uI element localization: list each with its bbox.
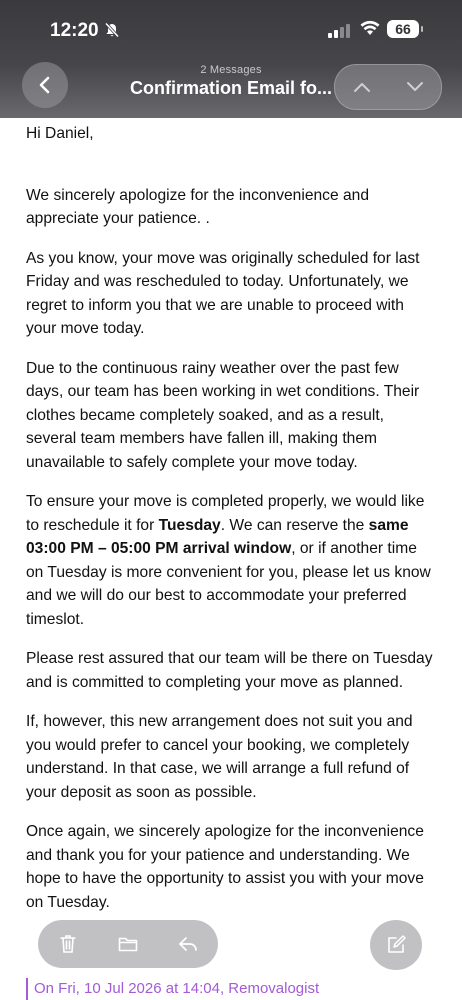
navigation-header bbox=[0, 0, 462, 118]
silent-bell-icon bbox=[104, 22, 120, 42]
cellular-signal-icon bbox=[328, 24, 350, 38]
status-time: 12:20 bbox=[50, 20, 99, 41]
email-paragraph-assurance: Please rest assured that our team will be there on Tuesday and is committed to completing your move as planned. bbox=[26, 650, 433, 691]
quoted-message-header[interactable]: On Fri, 10 Jul 2026 at 14:04, Removalogist bbox=[26, 978, 462, 1000]
chevron-up-icon bbox=[353, 81, 371, 93]
email-greeting: Hi Daniel, bbox=[26, 125, 94, 142]
previous-message-button[interactable] bbox=[347, 72, 377, 102]
wifi-icon bbox=[360, 20, 380, 41]
battery-indicator: 66 bbox=[387, 20, 419, 38]
reschedule-text-2: . We can reserve the bbox=[220, 516, 369, 534]
email-subject-title: Confirmation Email fo... bbox=[129, 78, 332, 98]
message-action-toolbar bbox=[38, 920, 218, 968]
email-body bbox=[26, 118, 438, 930]
message-count: 2 Messages bbox=[200, 64, 262, 76]
compose-icon bbox=[385, 934, 407, 956]
email-paragraph-apology: We sincerely apologize for the inconvenience and appreciate your patience. . bbox=[26, 186, 369, 227]
status-bar bbox=[0, 18, 462, 44]
reschedule-text-3: , or if another time on Tuesday is more convenient for you, please let us know and we will do our best to accommodate your preferred timeslot. bbox=[26, 540, 431, 628]
message-navigation bbox=[334, 64, 442, 110]
reply-button[interactable] bbox=[170, 926, 206, 962]
move-to-folder-button[interactable] bbox=[110, 926, 146, 962]
email-paragraph-reschedule bbox=[26, 490, 438, 631]
reply-icon bbox=[177, 933, 199, 955]
reschedule-text-1: To ensure your move is completed properly, we would like to reschedule it for bbox=[26, 493, 425, 534]
delete-button[interactable] bbox=[50, 926, 86, 962]
chevron-left-icon bbox=[35, 75, 55, 95]
arrival-window: same 03:00 PM – 05:00 PM arrival window bbox=[26, 516, 409, 557]
compose-button[interactable] bbox=[370, 920, 422, 970]
folder-icon bbox=[117, 933, 139, 955]
trash-icon bbox=[57, 933, 79, 955]
next-message-button[interactable] bbox=[400, 72, 430, 102]
email-paragraph-weather: Due to the continuous rainy weather over the past few days, our team has been working in wet conditions. Their clothes became completely soaked, and as a result, several team members have fallen ill, making them unavailable to safely complete your move today. bbox=[26, 359, 420, 471]
reschedule-day: Tuesday bbox=[158, 516, 221, 534]
email-paragraph-schedule: As you know, your move was originally scheduled for last Friday and was rescheduled to today. Unfortunately, we regret to inform you that we are unable to proceed with your move today. bbox=[26, 249, 420, 337]
chevron-down-icon bbox=[406, 81, 424, 93]
email-paragraph-refund: If, however, this new arrangement does not suit you and you would prefer to cancel your booking, we completely understand. In that case, we will arrange a full refund of your deposit as soon as possible. bbox=[26, 713, 413, 801]
email-paragraph-closing: Once again, we sincerely apologize for the inconvenience and thank you for your patience and understanding. We hope to have the opportunity to assist you with your move on Tuesday. bbox=[26, 823, 424, 911]
